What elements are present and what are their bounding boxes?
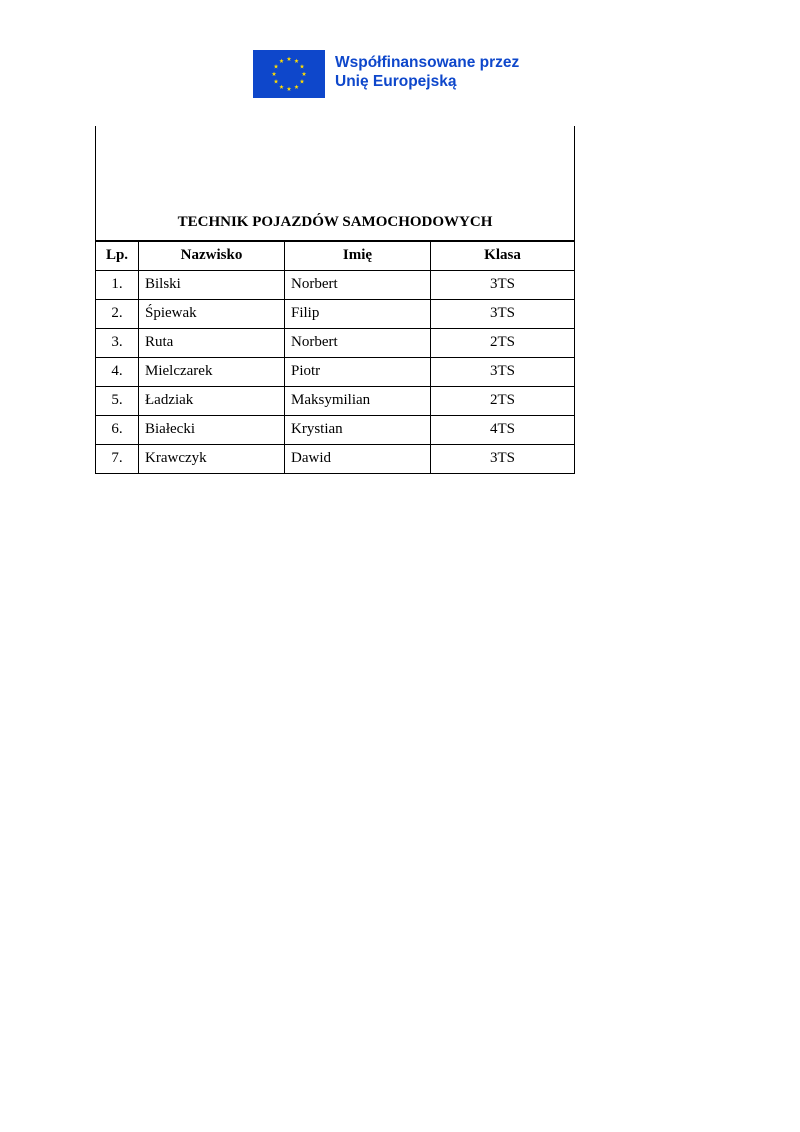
cell-nazwisko: Bilski	[139, 270, 285, 299]
cell-lp: 7.	[96, 444, 139, 473]
cell-nazwisko: Ruta	[139, 328, 285, 357]
header-imie: Imię	[285, 241, 431, 270]
cell-lp: 5.	[96, 386, 139, 415]
cell-klasa: 3TS	[431, 270, 575, 299]
cell-imie: Piotr	[285, 357, 431, 386]
cell-nazwisko: Mielczarek	[139, 357, 285, 386]
cell-imie: Dawid	[285, 444, 431, 473]
cell-klasa: 4TS	[431, 415, 575, 444]
cell-imie: Norbert	[285, 328, 431, 357]
cell-imie: Filip	[285, 299, 431, 328]
cell-imie: Maksymilian	[285, 386, 431, 415]
cell-lp: 4.	[96, 357, 139, 386]
cell-lp: 6.	[96, 415, 139, 444]
cell-nazwisko: Ładziak	[139, 386, 285, 415]
table-row	[96, 299, 575, 328]
table-row	[96, 386, 575, 415]
cell-klasa: 3TS	[431, 357, 575, 386]
cell-lp: 1.	[96, 270, 139, 299]
header-nazwisko: Nazwisko	[139, 241, 285, 270]
table-row	[96, 328, 575, 357]
eu-logo-line2: Unię Europejską	[335, 73, 457, 90]
cell-imie: Krystian	[285, 415, 431, 444]
cell-nazwisko: Śpiewak	[139, 299, 285, 328]
cell-imie: Norbert	[285, 270, 431, 299]
table-row	[96, 357, 575, 386]
cell-nazwisko: Krawczyk	[139, 444, 285, 473]
students-table	[95, 240, 575, 474]
table-row	[96, 415, 575, 444]
document-title: TECHNIK POJAZDÓW SAMOCHODOWYCH	[177, 214, 493, 230]
eu-logo-line1: Współfinansowane przez	[335, 54, 520, 71]
table-row	[96, 444, 575, 473]
table-row	[96, 270, 575, 299]
cell-lp: 3.	[96, 328, 139, 357]
table-header-row	[96, 241, 575, 270]
cell-klasa: 2TS	[431, 386, 575, 415]
header-klasa: Klasa	[431, 241, 575, 270]
cell-lp: 2.	[96, 299, 139, 328]
header-lp: Lp.	[96, 241, 139, 270]
cell-klasa: 3TS	[431, 299, 575, 328]
cell-klasa: 3TS	[431, 444, 575, 473]
cell-klasa: 2TS	[431, 328, 575, 357]
cell-nazwisko: Białecki	[139, 415, 285, 444]
